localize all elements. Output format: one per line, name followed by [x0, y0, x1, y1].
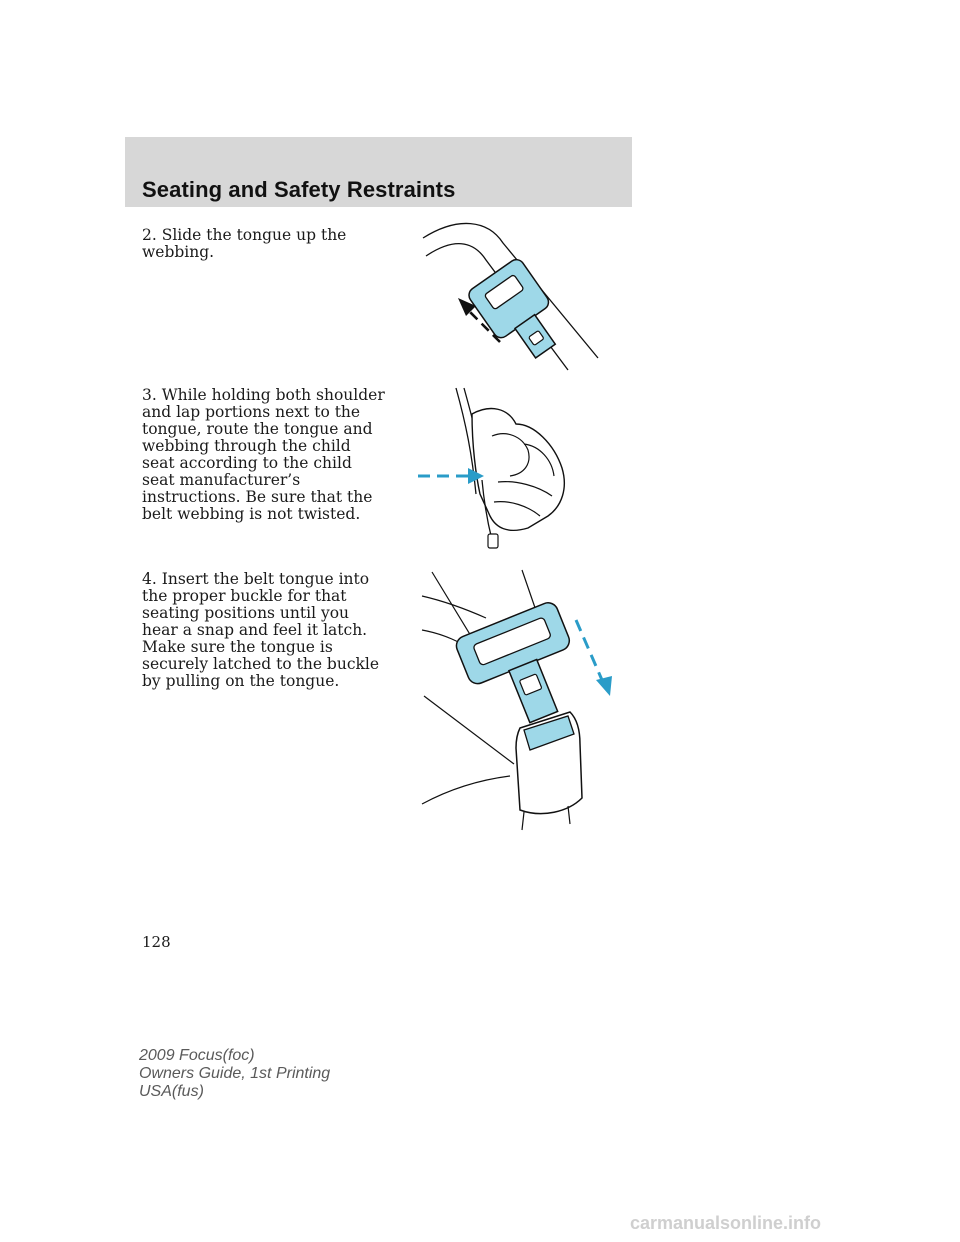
page-number: 128 [142, 933, 171, 951]
child-seat-routing-illustration [412, 384, 580, 554]
document-footer [139, 1047, 330, 1101]
footer-model-code: (foc) [222, 1047, 255, 1064]
step-4-text: 4. Insert the belt tongue into the proper buckle for that seating positions until you hear a snap and feel it latch. Make sure the tongue is securely latched to the buckle by pulling on the tongue. [142, 570, 380, 690]
footer-guide: Owners Guide, 1st Printing [139, 1065, 331, 1082]
footer-region: USA [139, 1083, 172, 1100]
tongue-into-buckle-illustration [418, 568, 618, 836]
step-3-text: 3. While holding both shoulder and lap portions next to the tongue, route the tongue and webbing through the child seat according to the child seat manufacturer’s instructions. Be sure that the belt webbing is not twisted. [142, 386, 385, 523]
belt-tongue-slide-illustration [418, 218, 608, 378]
section-header-band [125, 137, 632, 207]
step-2-text: 2. Slide the tongue up the webbing. [142, 226, 347, 261]
watermark-link[interactable]: carmanualsonline.info [630, 1213, 822, 1233]
footer-model: 2009 Focus [139, 1047, 223, 1064]
footer-region-code: (fus) [171, 1083, 204, 1100]
section-title: Seating and Safety Restraints [142, 177, 456, 202]
